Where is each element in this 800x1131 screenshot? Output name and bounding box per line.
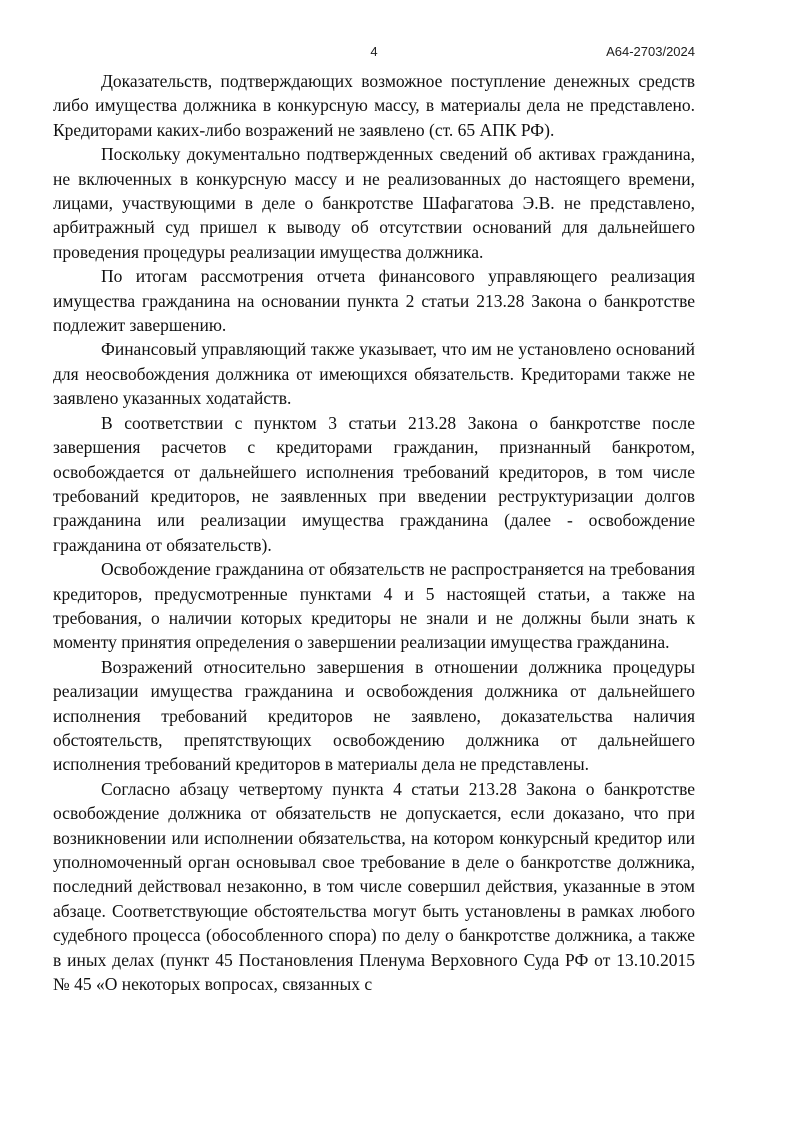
- page-number: 4: [370, 44, 378, 59]
- paragraph: В соответствии с пунктом 3 статьи 213.28 Закона о банкротстве после завершения расчетов с кредиторами гражданин, признанный банкротом, освобождается от дальнейшего исполнения требований кредиторов, в том числе требований кредиторов, не заявленных при введении реструктуризации долгов гражданина или реализации имущества гражданина (далее - освобождение гражданина от обязательств).: [53, 412, 695, 555]
- case-number: А64-2703/2024: [606, 44, 695, 59]
- paragraph: Поскольку документально подтвержденных сведений об активах гражданина, не включенных в конкурсную массу и не реализованных до настоящего времени, лицами, участвующими в деле о банкротстве Шафагатова Э.В. не представлено, арбитражный суд пришел к выводу об отсутствии оснований для дальнейшего проведения процедуры реализации имущества должника.: [53, 144, 695, 262]
- paragraph: Доказательств, подтверждающих возможное поступление денежных средств либо имущества должника в конкурсную массу, в материалы дела не представлено. Кредиторами каких-либо возражений не заявлено (ст. 65 АПК РФ).: [53, 71, 695, 140]
- paragraph: Согласно абзацу четвертому пункта 4 статьи 213.28 Закона о банкротстве освобождение должника от обязательств не допускается, если доказано, что при возникновении или исполнении обязательства, на котором конкурсный кредитор или уполномоченный орган основывал свое требование в деле о банкротстве должника, последний действовал незаконно, в том числе совершил действия, указанные в этом абзаце. Соответствующие обстоятельства могут быть установлены в рамках любого судебного процесса (обособленного спора) по делу о банкротстве должника, а также в иных делах (пункт 45 Постановления Пленума Верховного Суда РФ от 13.10.2015 № 45 «О некоторых вопросах, связанных с: [53, 778, 695, 995]
- page-header: [53, 44, 695, 60]
- paragraph: Освобождение гражданина от обязательств не распространяется на требования кредиторов, предусмотренные пунктами 4 и 5 настоящей статьи, а также на требования, о наличии которых кредиторы не знали и не должны были знать к моменту принятия определения о завершении реализации имущества гражданина.: [53, 559, 695, 653]
- paragraph: Финансовый управляющий также указывает, что им не установлено оснований для неосвобождения должника от имеющихся обязательств. Кредиторами также не заявлено указанных ходатайств.: [53, 339, 695, 409]
- paragraph: Возражений относительно завершения в отношении должника процедуры реализации имущества гражданина и освобождения должника от дальнейшего исполнения требований кредиторов не заявлено, доказательства наличия обстоятельств, препятствующих освобождению должника от дальнейшего исполнения требований кредиторов в материалы дела не представлены.: [53, 656, 695, 775]
- document-body: [53, 69, 695, 996]
- paragraph: По итогам рассмотрения отчета финансового управляющего реализация имущества гражданина на основании пункта 2 статьи 213.28 Закона о банкротстве подлежит завершению.: [53, 266, 695, 336]
